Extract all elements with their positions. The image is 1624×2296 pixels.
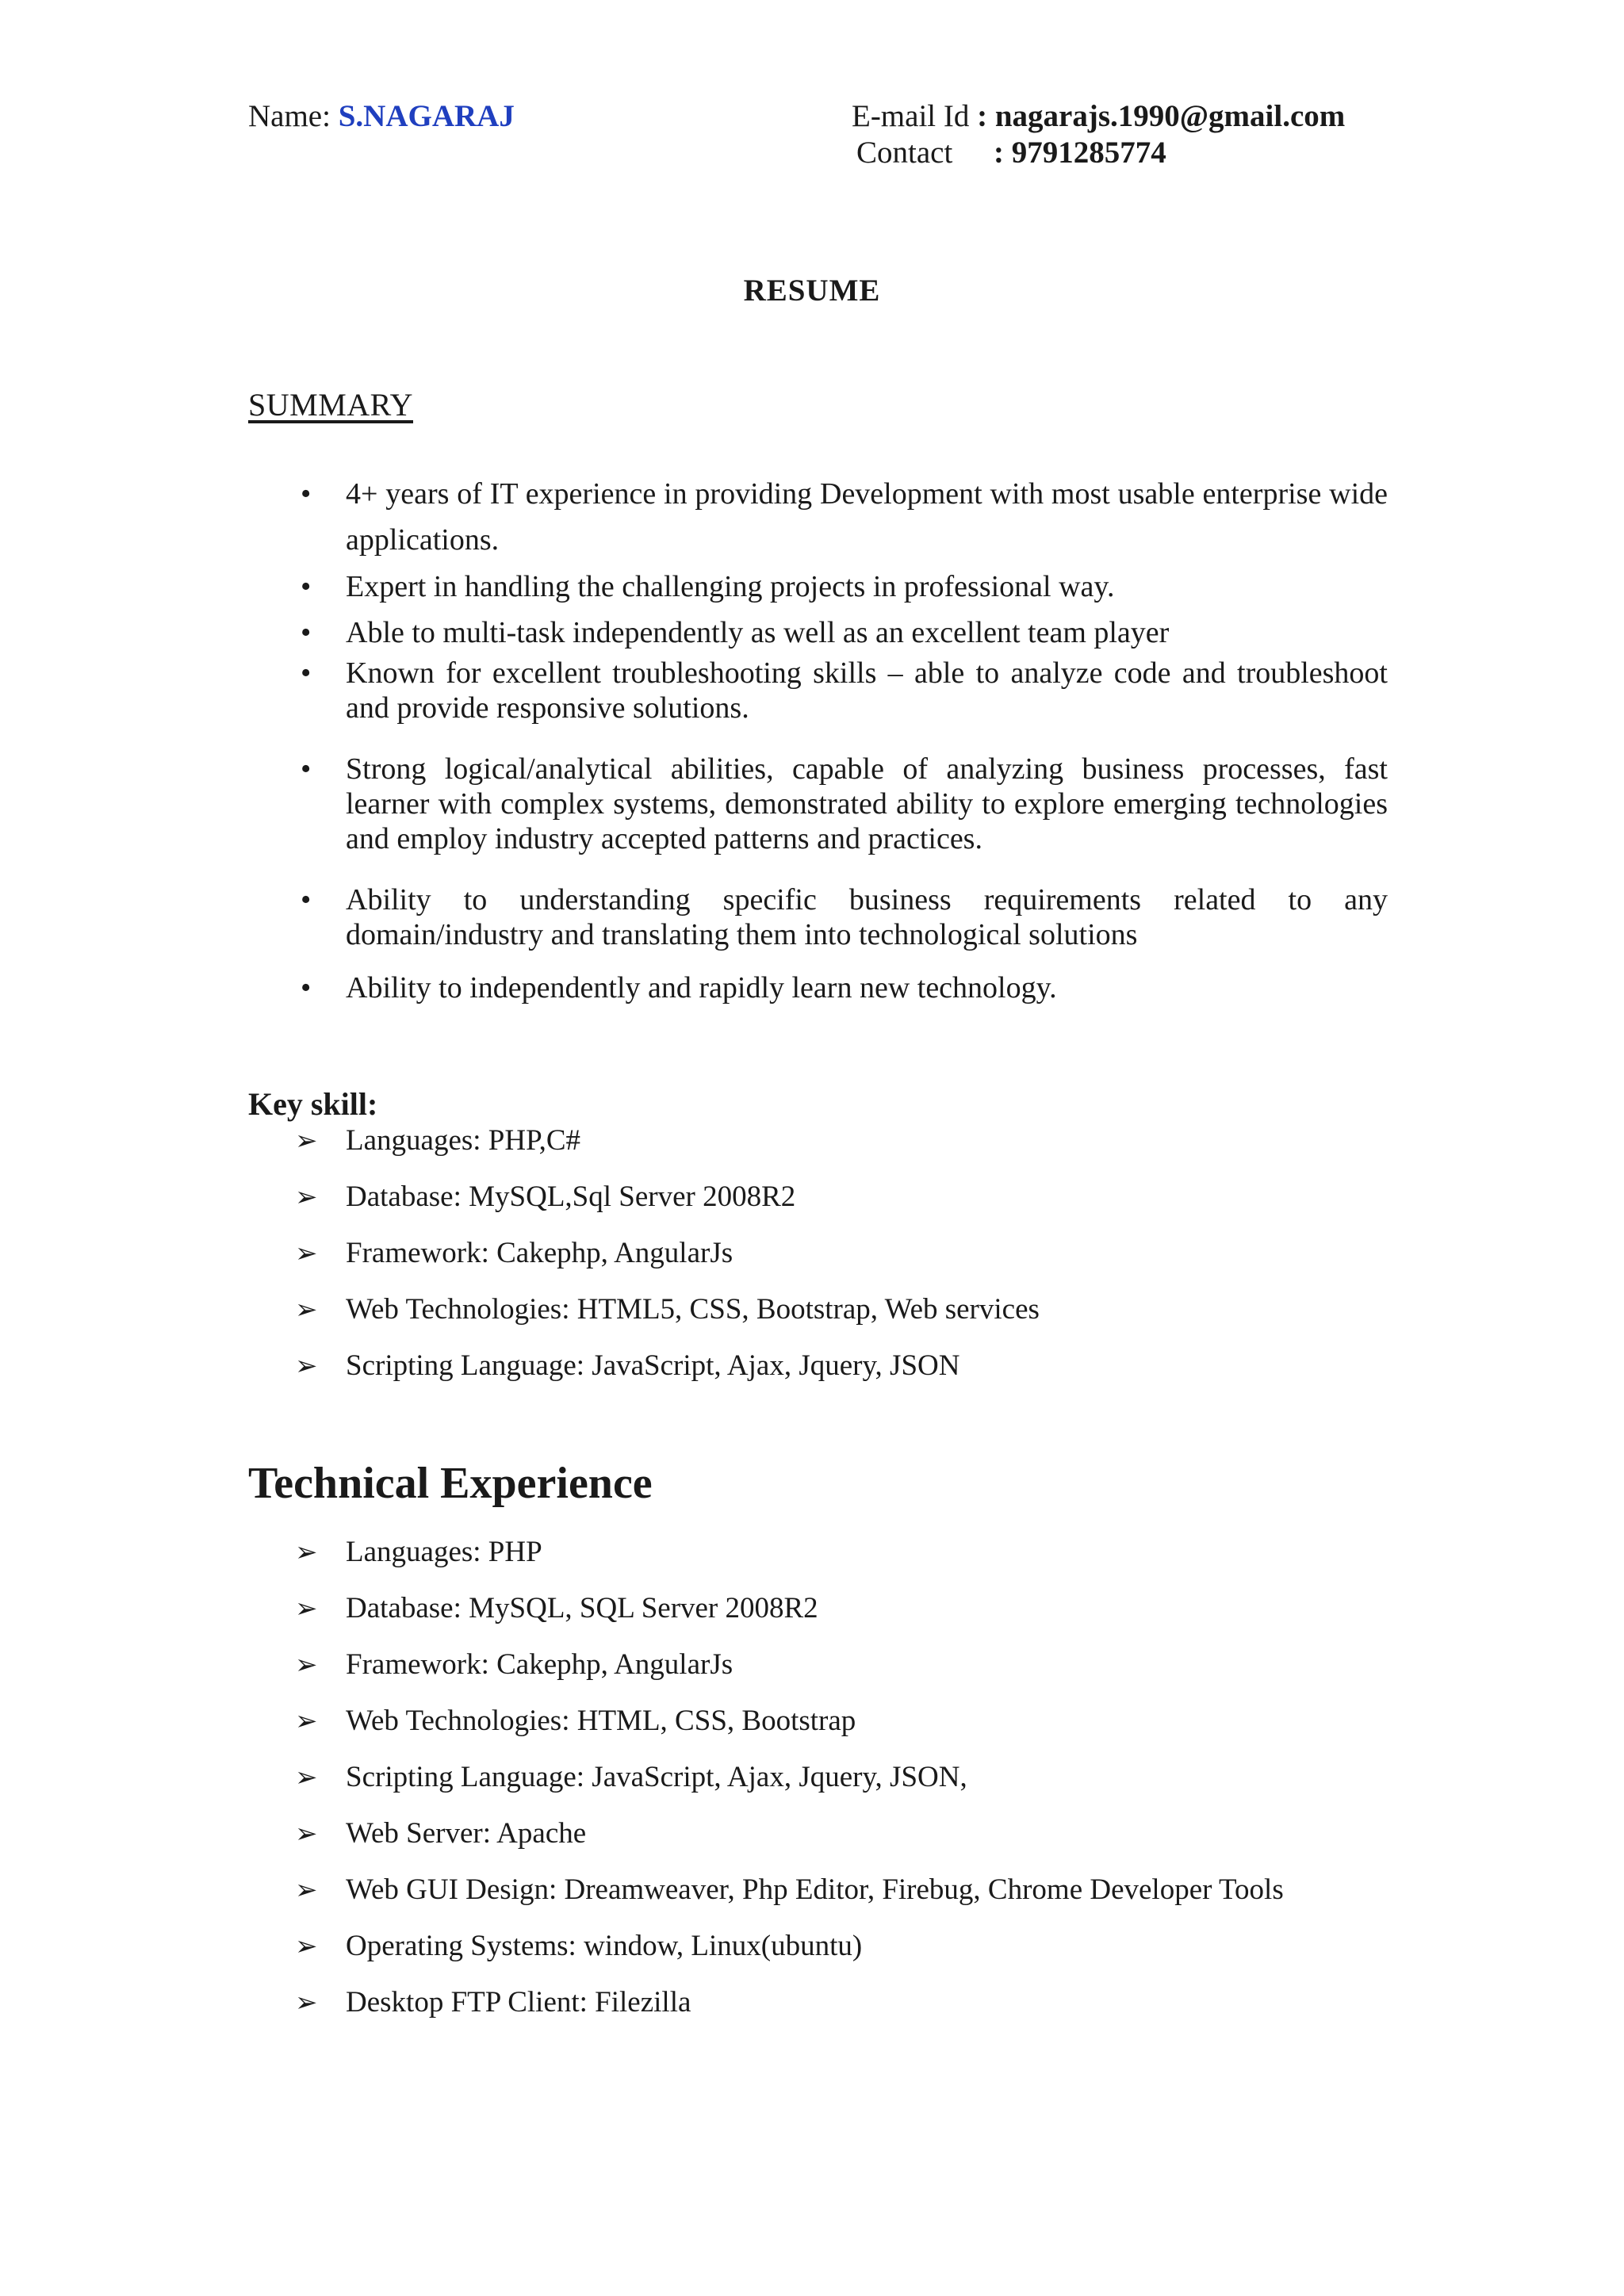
arrow-bullet-icon: ➢ — [295, 1350, 318, 1382]
list-item: ➢ Framework: Cakephp, AngularJs — [346, 1647, 1284, 1703]
summary-heading: SUMMARY — [248, 387, 414, 423]
list-item: ➢ Database: MySQL, SQL Server 2008R2 — [346, 1590, 1284, 1647]
summary-list — [346, 471, 1388, 1005]
summary-item: • 4+ years of IT experience in providing Development with most usable enterprise wide applications. — [346, 471, 1388, 563]
summary-item: • Ability to understanding specific business requirements related to any domain/industry and translating them into technological solutions — [346, 882, 1388, 952]
arrow-bullet-icon: ➢ — [295, 1987, 318, 2019]
arrow-bullet-icon: ➢ — [295, 1874, 318, 1906]
summary-item: • Expert in handling the challenging projects in professional way. — [346, 564, 1388, 610]
summary-item: • Ability to independently and rapidly learn new technology. — [346, 970, 1388, 1005]
arrow-bullet-icon: ➢ — [295, 1762, 318, 1793]
arrow-bullet-icon: ➢ — [295, 1238, 318, 1269]
contact-line — [856, 135, 1166, 171]
technical-experience-heading: Technical Experience — [248, 1459, 653, 1508]
list-item: ➢ Languages: PHP,C# — [346, 1123, 1040, 1179]
list-item: ➢ Operating Systems: window, Linux(ubuntu) — [346, 1928, 1284, 1984]
arrow-bullet-icon: ➢ — [295, 1294, 318, 1326]
list-item: ➢ Web GUI Design: Dreamweaver, Php Editor, Firebug, Chrome Developer Tools — [346, 1872, 1284, 1928]
arrow-bullet-icon: ➢ — [295, 1181, 318, 1213]
key-skill-list — [295, 1123, 1040, 1404]
list-item: ➢ Scripting Language: JavaScript, Ajax, Jquery, JSON — [346, 1348, 1040, 1404]
list-item: ➢ Languages: PHP — [346, 1534, 1284, 1590]
list-item: ➢ Desktop FTP Client: Filezilla — [346, 1984, 1284, 2041]
contact-value: : 9791285774 — [994, 136, 1166, 170]
arrow-bullet-icon: ➢ — [295, 1593, 318, 1624]
list-item: ➢ Framework: Cakephp, AngularJs — [346, 1235, 1040, 1292]
list-item: ➢ Web Server: Apache — [346, 1816, 1284, 1872]
key-skill-heading: Key skill: — [248, 1086, 378, 1122]
page-title: RESUME — [743, 274, 881, 308]
arrow-bullet-icon: ➢ — [295, 1705, 318, 1737]
list-item: ➢ Web Technologies: HTML, CSS, Bootstrap — [346, 1703, 1284, 1759]
email-label: E-mail Id — [852, 99, 970, 133]
summary-item: • Known for excellent troubleshooting skills – able to analyze code and troubleshoot and provide responsive solutions. — [346, 656, 1388, 725]
summary-item: • Able to multi-task independently as well as an excellent team player — [346, 610, 1388, 656]
name-line — [248, 98, 515, 135]
email-value[interactable]: : nagarajs.1990@gmail.com — [977, 99, 1346, 133]
list-item: ➢ Web Technologies: HTML5, CSS, Bootstrap, Web services — [346, 1292, 1040, 1348]
name-value: S.NAGARAJ — [338, 99, 515, 133]
technical-experience-list — [295, 1534, 1284, 2041]
arrow-bullet-icon: ➢ — [295, 1125, 318, 1157]
summary-item: • Strong logical/analytical abilities, capable of analyzing business processes, fast learner with complex systems, demonstrated ability to explore emerging technologies and employ industry accepted patterns and practices. — [346, 752, 1388, 856]
arrow-bullet-icon: ➢ — [295, 1818, 318, 1850]
contact-label: Contact — [856, 136, 953, 170]
list-item: ➢ Scripting Language: JavaScript, Ajax, Jquery, JSON, — [346, 1759, 1284, 1816]
name-label: Name: — [248, 99, 331, 133]
arrow-bullet-icon: ➢ — [295, 1931, 318, 1962]
list-item: ➢ Database: MySQL,Sql Server 2008R2 — [346, 1179, 1040, 1235]
arrow-bullet-icon: ➢ — [295, 1536, 318, 1568]
email-line — [852, 98, 1345, 135]
arrow-bullet-icon: ➢ — [295, 1649, 318, 1681]
